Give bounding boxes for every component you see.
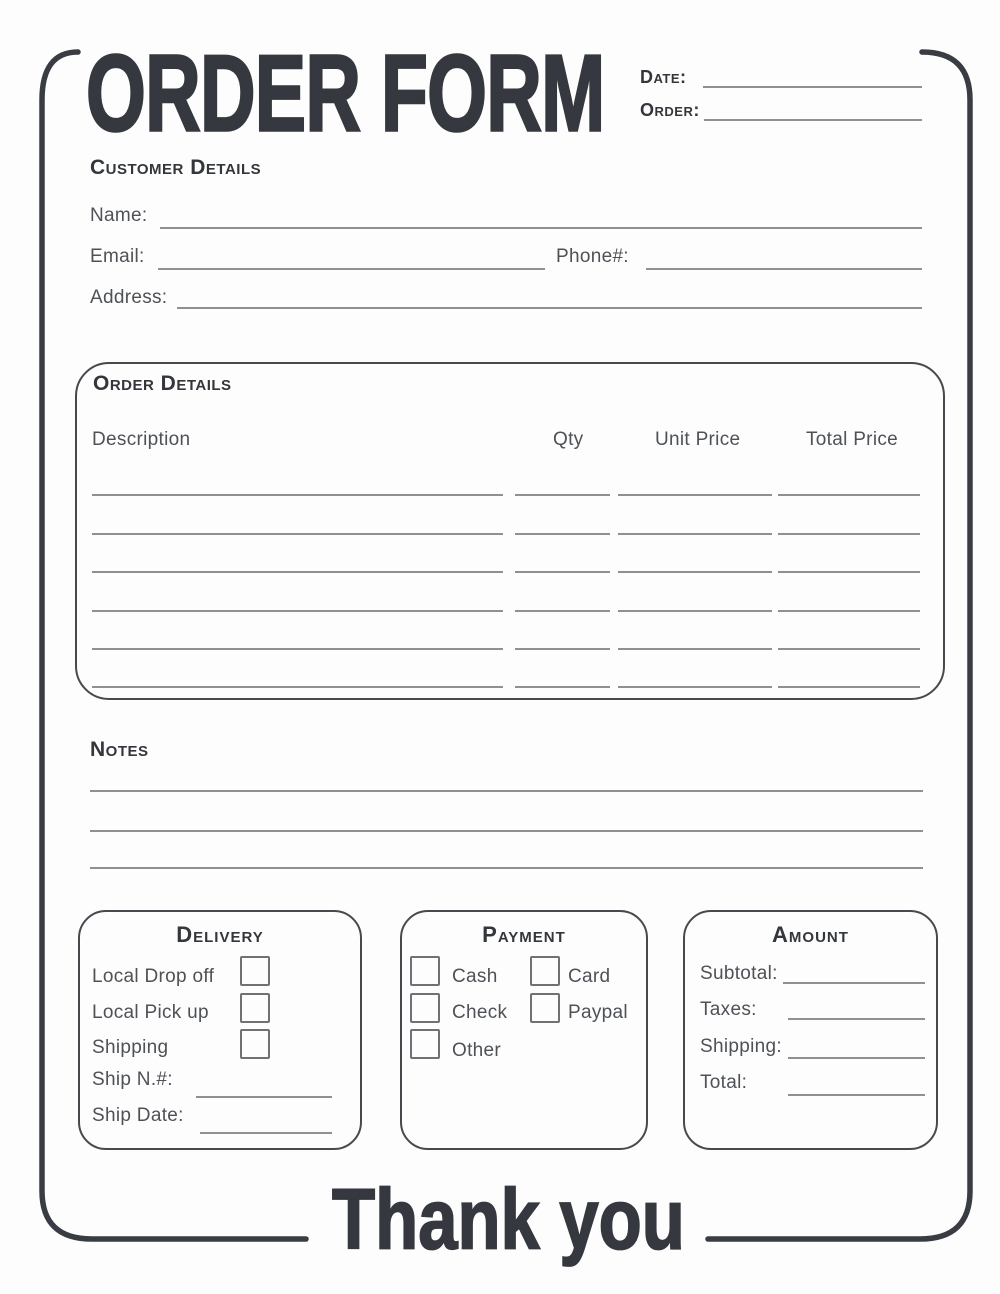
column-header-qty: Qty [553,429,584,450]
ship-date-label: Ship Date: [92,1105,184,1126]
order-row-2-description-line[interactable] [92,533,503,535]
delivery-shipping-checkbox[interactable] [240,1029,270,1059]
payment-cash-checkbox[interactable] [410,956,440,986]
shipping-field-line[interactable] [788,1057,925,1059]
ship-number-label: Ship N.#: [92,1069,173,1090]
name-field-line[interactable] [160,227,922,229]
thank-you-text: Thank you [332,1170,685,1267]
subtotal-label: Subtotal: [700,963,778,984]
column-header-total-price: Total Price [806,429,899,450]
order-row-1-description-line[interactable] [92,494,503,496]
order-row-2-unit-price-line[interactable] [618,533,772,535]
order-row-6-total-price-line[interactable] [778,686,920,688]
order-row-1-unit-price-line[interactable] [618,494,772,496]
delivery-local-pick-up-checkbox[interactable] [240,993,270,1023]
delivery-option-local-pick-up-label: Local Pick up [92,1002,209,1023]
taxes-label: Taxes: [700,999,757,1020]
total-field-line[interactable] [788,1094,925,1096]
column-header-description: Description [92,429,191,450]
name-label: Name: [90,205,148,226]
subtotal-field-line[interactable] [783,982,925,984]
ship-number-field-line[interactable] [196,1096,332,1098]
page-title: ORDER FORM [86,33,605,155]
order-row-5-description-line[interactable] [92,648,503,650]
ship-date-field-line[interactable] [200,1132,332,1134]
order-row-5-unit-price-line[interactable] [618,648,772,650]
order-row-5-qty-line[interactable] [515,648,610,650]
notes-line-3[interactable] [90,867,923,869]
date-field-line[interactable] [703,86,922,88]
order-number-field-line[interactable] [704,119,922,121]
payment-paypal-checkbox[interactable] [530,993,560,1023]
notes-heading: Notes [90,738,149,761]
phone-field-line[interactable] [646,268,922,270]
delivery-heading: Delivery [176,922,264,947]
order-row-3-total-price-line[interactable] [778,571,920,573]
payment-option-check-label: Check [452,1002,508,1023]
order-row-2-total-price-line[interactable] [778,533,920,535]
address-label: Address: [90,287,168,308]
order-row-3-unit-price-line[interactable] [618,571,772,573]
order-details-heading: Order Details [93,372,232,395]
order-row-5-total-price-line[interactable] [778,648,920,650]
order-row-1-qty-line[interactable] [515,494,610,496]
amount-heading: Amount [772,922,849,947]
customer-details-heading: Customer Details [90,156,262,179]
order-row-4-unit-price-line[interactable] [618,610,772,612]
payment-option-paypal-label: Paypal [568,1002,628,1023]
order-row-3-qty-line[interactable] [515,571,610,573]
payment-option-other-label: Other [452,1040,502,1061]
order-row-4-description-line[interactable] [92,610,503,612]
delivery-option-local-drop-off-label: Local Drop off [92,966,215,987]
payment-card-checkbox[interactable] [530,956,560,986]
payment-heading: Payment [482,922,566,947]
order-row-6-unit-price-line[interactable] [618,686,772,688]
shipping-label: Shipping: [700,1036,782,1057]
email-field-line[interactable] [158,268,545,270]
delivery-local-drop-off-checkbox[interactable] [240,956,270,986]
date-label: Date: [640,67,687,87]
order-row-6-qty-line[interactable] [515,686,610,688]
notes-line-1[interactable] [90,790,923,792]
taxes-field-line[interactable] [788,1018,925,1020]
payment-option-card-label: Card [568,966,611,987]
delivery-option-shipping-label: Shipping [92,1037,169,1058]
payment-option-cash-label: Cash [452,966,498,987]
payment-other-checkbox[interactable] [410,1029,440,1059]
order-row-2-qty-line[interactable] [515,533,610,535]
column-header-unit-price: Unit Price [655,429,741,450]
order-row-1-total-price-line[interactable] [778,494,920,496]
total-label: Total: [700,1072,748,1093]
order-number-label: Order: [640,100,700,120]
order-row-4-total-price-line[interactable] [778,610,920,612]
order-row-6-description-line[interactable] [92,686,503,688]
amount-panel [683,910,938,1150]
phone-label: Phone#: [556,246,629,267]
email-label: Email: [90,246,145,267]
order-row-4-qty-line[interactable] [515,610,610,612]
address-field-line[interactable] [177,307,922,309]
notes-line-2[interactable] [90,830,923,832]
order-row-3-description-line[interactable] [92,571,503,573]
payment-check-checkbox[interactable] [410,993,440,1023]
